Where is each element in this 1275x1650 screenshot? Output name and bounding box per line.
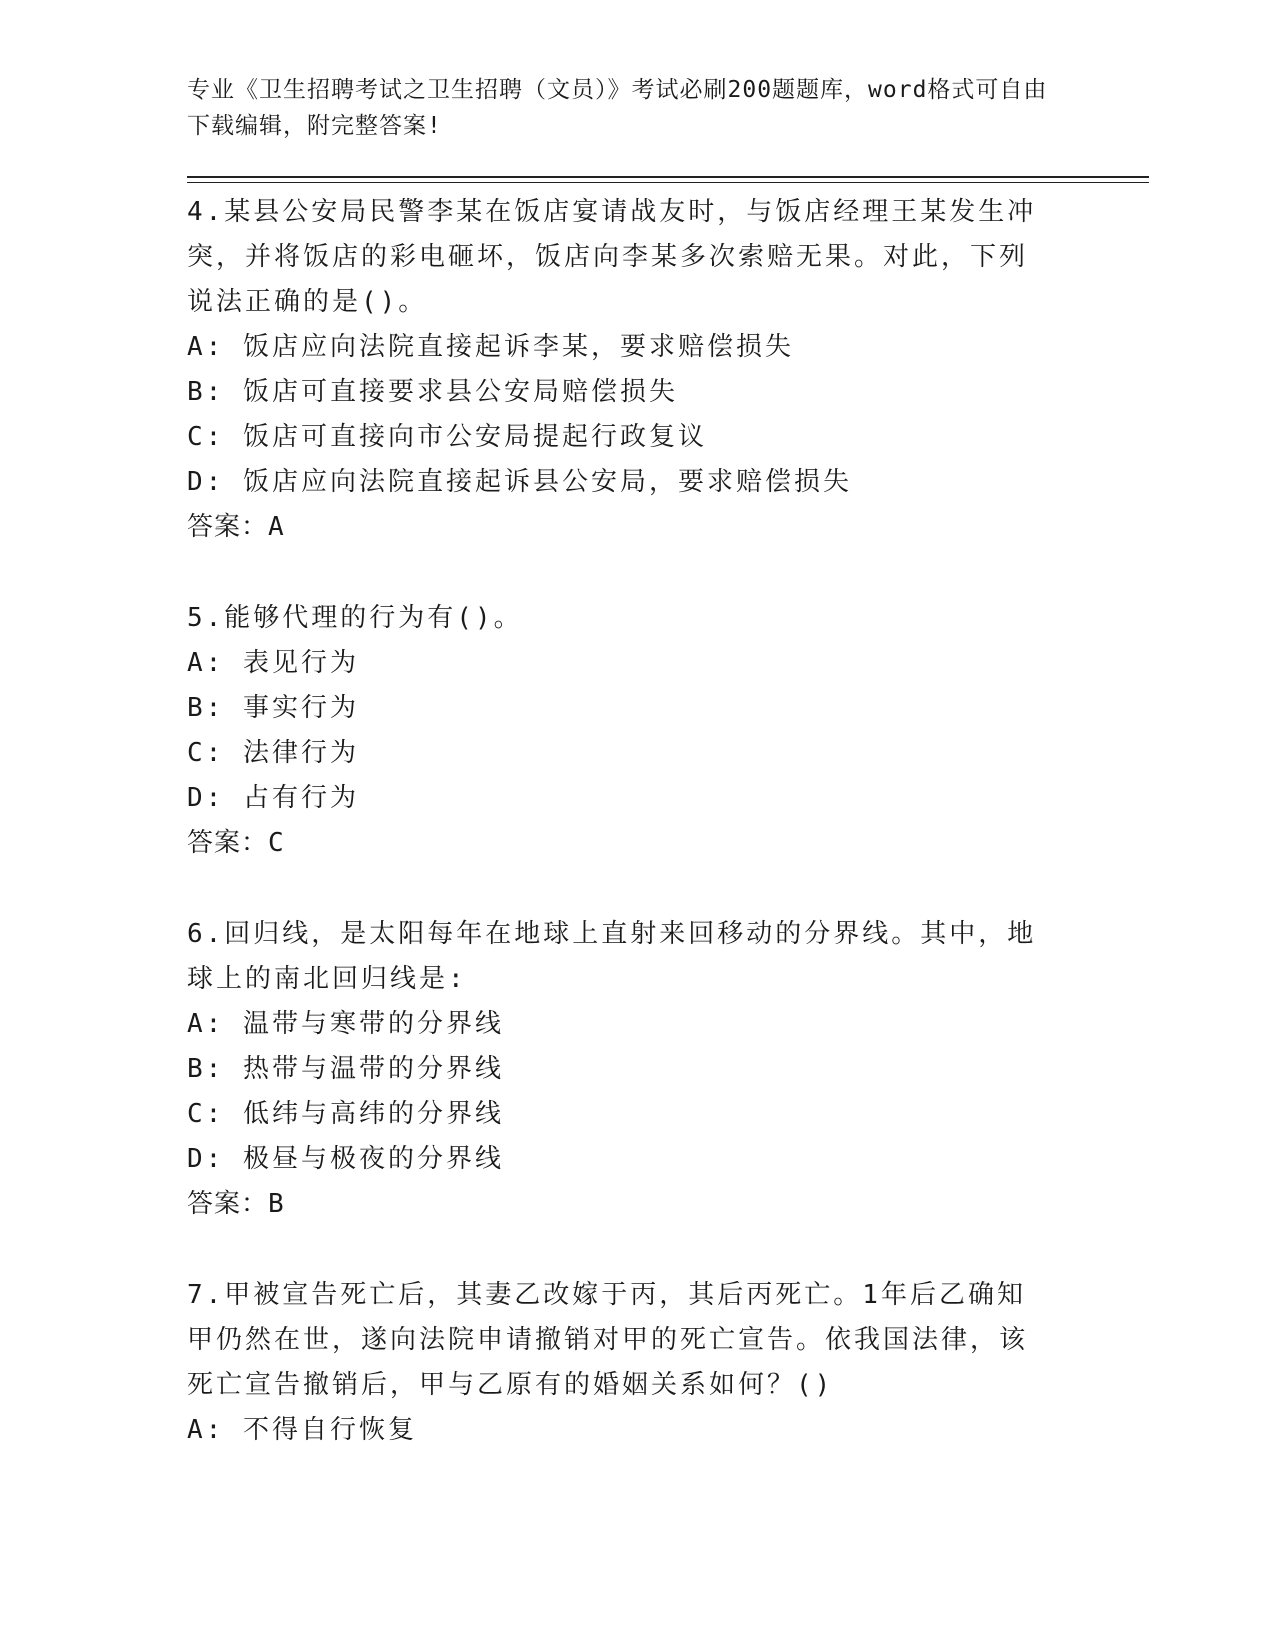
header-title: 专业《卫生招聘考试之卫生招聘（文员）》考试必刷200题题库，word格式可自由下载编辑，附完整答案! <box>187 77 1048 139</box>
question-6 <box>187 912 1087 1227</box>
answer: 答案：A <box>187 512 285 542</box>
option-a: A: 饭店应向法院直接起诉李某，要求赔偿损失 <box>187 332 794 362</box>
answer: 答案：C <box>187 828 285 858</box>
question-4 <box>187 190 1087 550</box>
question-7 <box>187 1273 1087 1453</box>
question-text: 4.某县公安局民警李某在饭店宴请战友时，与饭店经理王某发生冲突，并将饭店的彩电砸坏，饭店向李某多次索赔无果。对此，下列说法正确的是()。 <box>187 197 1037 317</box>
question-text: 7.甲被宣告死亡后，其妻乙改嫁于丙，其后丙死亡。1年后乙确知甲仍然在世，遂向法院申请撤销对甲的死亡宣告。依我国法律，该死亡宣告撤销后，甲与乙原有的婚姻关系如何？() <box>187 1280 1029 1400</box>
option-d: D: 极昼与极夜的分界线 <box>187 1144 504 1174</box>
question-text: 6.回归线，是太阳每年在地球上直射来回移动的分界线。其中，地球上的南北回归线是: <box>187 919 1037 994</box>
header-divider-thin <box>187 182 1149 183</box>
option-b: B: 事实行为 <box>187 693 359 723</box>
question-5 <box>187 596 1087 866</box>
option-a: A: 表见行为 <box>187 648 359 678</box>
option-d: D: 饭店应向法院直接起诉县公安局，要求赔偿损失 <box>187 467 852 497</box>
option-a: A: 温带与寒带的分界线 <box>187 1009 504 1039</box>
question-text: 5.能够代理的行为有()。 <box>187 603 523 633</box>
option-b: B: 饭店可直接要求县公安局赔偿损失 <box>187 377 678 407</box>
document-header <box>187 72 1067 144</box>
header-divider-thick <box>187 176 1149 178</box>
option-c: C: 低纬与高纬的分界线 <box>187 1099 504 1129</box>
option-a: A: 不得自行恢复 <box>187 1415 417 1445</box>
option-b: B: 热带与温带的分界线 <box>187 1054 504 1084</box>
answer: 答案：B <box>187 1189 285 1219</box>
option-d: D: 占有行为 <box>187 783 359 813</box>
question-list <box>187 190 1087 1499</box>
option-c: C: 法律行为 <box>187 738 359 768</box>
option-c: C: 饭店可直接向市公安局提起行政复议 <box>187 422 707 452</box>
